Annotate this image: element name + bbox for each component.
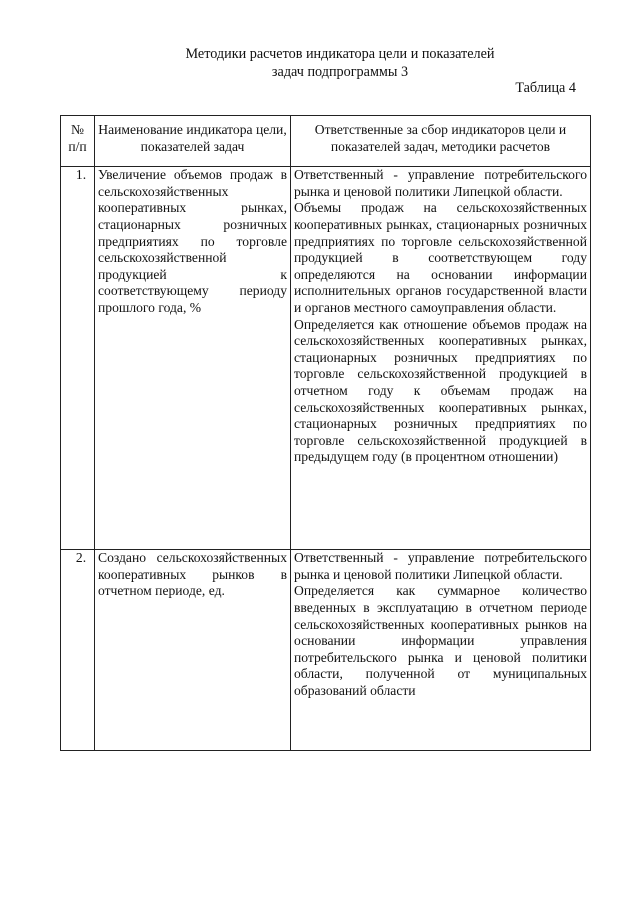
document-title-line-1: Методики расчетов индикатора цели и показателей	[185, 46, 495, 62]
document-title	[0, 46, 640, 81]
responsible-paragraph: Объемы продаж на сельскохозяйственных кооперативных рынках, стационарных розничных предприятиях по торговле сельскохозяйственной продукцией в соответствующем году определяются на основании информации исполнительных органов государственной власти и органов местного самоуправления области.	[294, 200, 587, 315]
row-responsible-methodology	[291, 550, 591, 751]
methodology-table	[60, 115, 591, 751]
document-title-line-2: задач подпрограммы 3	[271, 63, 409, 80]
table-label: Таблица 4	[515, 80, 576, 96]
row-indicator-name: Создано сельскохозяйственных кооперативных рынков в отчетном периоде, ед.	[95, 550, 291, 751]
header-responsible-methodology: Ответственные за сбор индикаторов цели и показателей задач, методики расчетов	[291, 116, 591, 167]
row-indicator-name: Увеличение объемов продаж в сельскохозяйственных кооперативных рынках, стационарных розничных предприятиях по торговле сельскохозяйственной продукцией к соответствующему периоду прошлого года, %	[95, 167, 291, 550]
responsible-paragraph: Определяется как суммарное количество введенных в эксплуатацию в отчетном периоде сельскохозяйственных кооперативных рынков на основании информации управления потребительского рынка и ценовой политики области, полученной от муниципальных образований области	[294, 583, 587, 698]
table-row	[61, 167, 591, 550]
responsible-paragraph: Определяется как отношение объемов продаж на сельскохозяйственных кооперативных рынках, стационарных розничных предприятиях по торговле сельскохозяйственной продукцией в отчетном году к объемам продаж на сельскохозяйственных кооперативных рынках, стационарных розничных предприятиях по торговле сельскохозяйственной продукцией в предыдущем году (в процентном отношении)	[294, 316, 587, 465]
table-header-row	[61, 116, 591, 167]
header-indicator-name: Наименование индикатора цели, показателей задач	[95, 116, 291, 167]
header-number: № п/п	[61, 116, 95, 167]
row-number: 2.	[61, 550, 95, 751]
responsible-paragraph: Ответственный - управление потребительского рынка и ценовой политики Липецкой области.	[294, 167, 587, 199]
row-number: 1.	[61, 167, 95, 550]
table-row	[61, 550, 591, 751]
responsible-paragraph: Ответственный - управление потребительского рынка и ценовой политики Липецкой области.	[294, 550, 587, 582]
row-responsible-methodology	[291, 167, 591, 550]
